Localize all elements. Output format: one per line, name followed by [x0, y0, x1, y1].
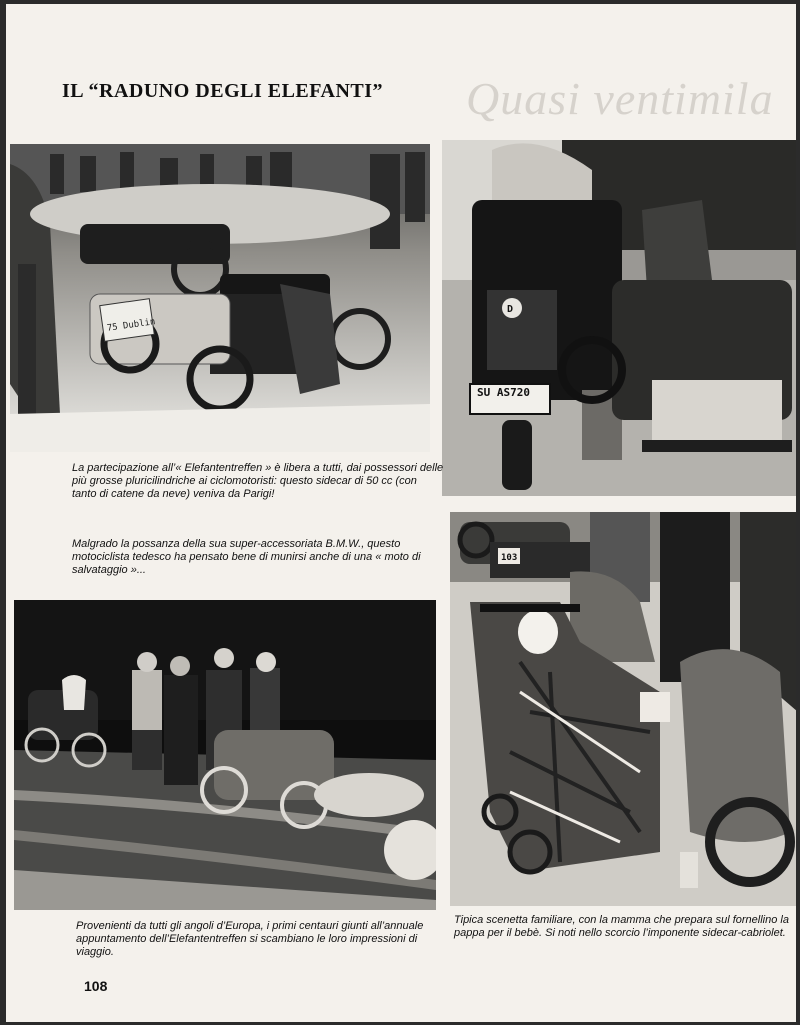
- sidecar-plate-text: 75 Dublin: [106, 317, 157, 334]
- photo-bmw-rescue-bike: [442, 140, 796, 496]
- photo-baby-pram: [450, 512, 796, 906]
- country-badge-text: D: [507, 304, 514, 315]
- photo-baby-pram-image: [450, 512, 796, 906]
- bleed-through-heading: Quasi ventimila: [466, 73, 774, 124]
- caption-bmw-rescue-bike: Malgrado la possanza della sua super-accessoriata B.M.W., questo motociclista tedesco ha pensato bene di munirsi anche di una « moto di salvataggio »...: [72, 538, 421, 576]
- article-title: IL “RADUNO DEGLI ELEFANTI”: [62, 80, 384, 102]
- magazine-page: [6, 4, 796, 1022]
- photo-sidecar-snow: [10, 144, 430, 452]
- bike-number-text: 103: [501, 553, 518, 563]
- license-plate-text: SU AS720: [477, 386, 530, 399]
- photo-bmw-rescue-bike-image: [442, 140, 796, 496]
- caption-sidecar-snow: La partecipazione all’« Elefantentreffen » è libera a tutti, dai possessori delle più grosse pluricilindriche ai ciclomotoristi: questo sidecar di 50 cc (con tanto di catene da neve) veniva da Parigi!: [72, 462, 444, 500]
- photo-night-gathering: [14, 600, 436, 910]
- caption-baby-pram: Tipica scenetta familiare, con la mamma che prepara sul fornellino la pappa per il bebè. Si noti nello scorcio l’imponente sidecar-cabriolet.: [454, 914, 789, 939]
- photo-night-gathering-image: [14, 600, 436, 910]
- caption-night-gathering: Provenienti da tutti gli angoli d’Europa, i primi centauri giunti all’annuale appuntamento dell’Elefantentreffen si scambiano le loro impressioni di viaggio.: [76, 920, 424, 958]
- page-number: 108: [84, 978, 108, 994]
- photo-sidecar-snow-image: [10, 144, 430, 452]
